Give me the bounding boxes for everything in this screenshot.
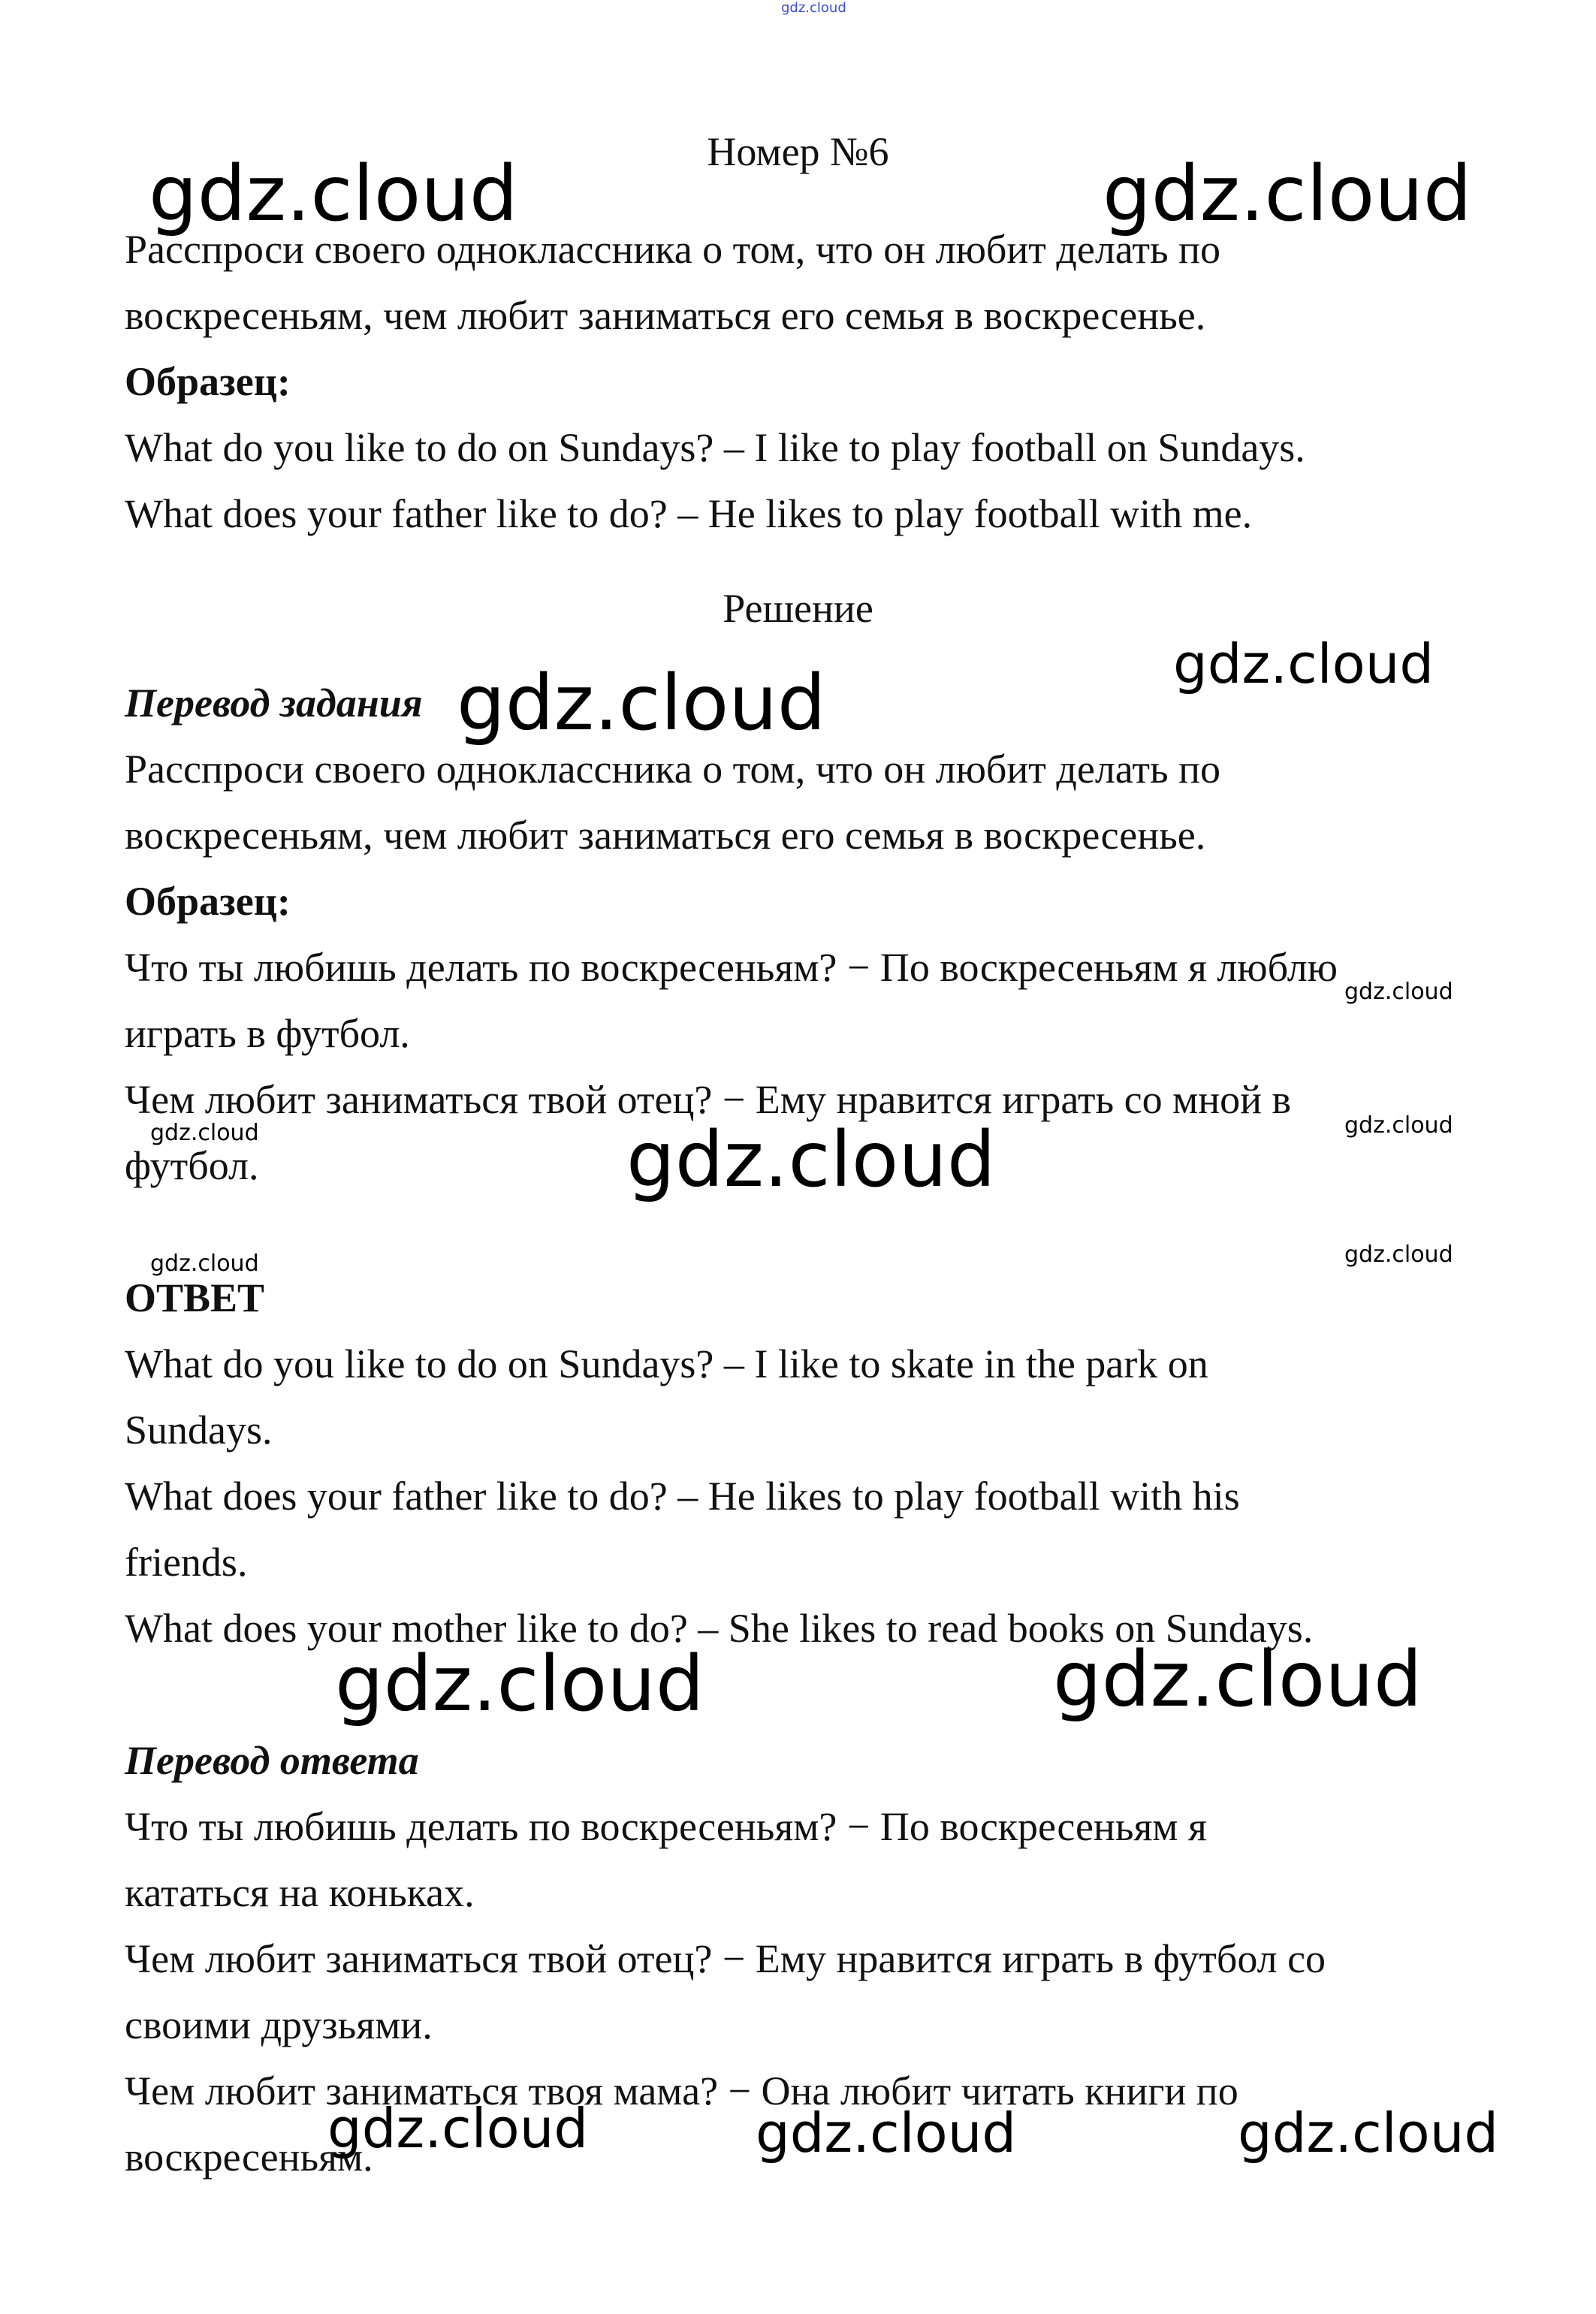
answer-label: ОТВЕТ [125, 1275, 265, 1320]
watermark: gdz.cloud [1344, 1112, 1453, 1139]
task-translation-sample-line-2: играть в футбол. [125, 1011, 410, 1056]
watermark: gdz.cloud [1344, 979, 1453, 1005]
answer-translation-line-6: воскресеньям. [125, 2134, 373, 2180]
answer-translation-line-5: Чем любит заниматься твоя мама? − Она любит читать книги по [125, 2068, 1238, 2113]
task-translation-sample-label: Образец: [125, 879, 291, 924]
watermark: gdz.cloud [1053, 1635, 1423, 1724]
answer-line-2: Sundays. [125, 1407, 273, 1453]
watermark: gdz.cloud [149, 149, 518, 239]
watermark: gdz.cloud [457, 659, 826, 748]
task-translation-sample-line-3: Чем любит заниматься твой отец? − Ему нравится играть со мной в [125, 1077, 1292, 1122]
answer-translation-label: Перевод ответа [125, 1738, 419, 1783]
answer-line-3: What does your father like to do? – He likes to play football with his [125, 1474, 1240, 1519]
answer-translation-line-4: своими друзьями. [125, 2002, 433, 2047]
watermark: gdz.cloud [626, 1115, 996, 1205]
watermark: gdz.cloud [335, 1640, 704, 1729]
watermark: gdz.cloud [1344, 1241, 1453, 1268]
answer-translation-line-3: Чем любит заниматься твой отец? − Ему нравится играть в футбол со [125, 1936, 1326, 1981]
watermark: gdz.cloud [756, 2101, 1017, 2165]
answer-translation-line-1: Что ты любишь делать по воскресеньям? − По воскресеньям я [125, 1804, 1207, 1849]
watermark: gdz.cloud [1103, 149, 1472, 239]
answer-line-1: What do you like to do on Sundays? – I like to skate in the park on [125, 1341, 1208, 1386]
answer-line-4: friends. [125, 1540, 248, 1585]
page-title: Номер №6 [707, 129, 889, 174]
task-sample-line-2: What does your father like to do? – He likes to play football with me. [125, 491, 1253, 536]
task-translation-line-2: воскресеньям, чем любит заниматься его семья в воскресенье. [125, 813, 1206, 858]
task-translation-label: Перевод задания [125, 680, 423, 726]
solution-heading: Решение [723, 586, 873, 631]
watermark: gdz.cloud [1238, 2101, 1499, 2165]
answer-translation-line-2: кататься на коньках. [125, 1870, 475, 1915]
watermark-top-tiny: gdz.cloud [781, 0, 846, 16]
task-translation-sample-line-4: футбол. [125, 1143, 259, 1188]
task-translation-line-1: Расспроси своего одноклассника о том, что он любит делать по [125, 747, 1220, 792]
watermark: gdz.cloud [327, 2097, 589, 2160]
watermark: gdz.cloud [1173, 632, 1435, 695]
task-sample-label: Образец: [125, 359, 291, 404]
watermark: gdz.cloud [150, 1120, 259, 1146]
task-line-2: воскресеньям, чем любит заниматься его семья в воскресенье. [125, 293, 1206, 338]
task-line-1: Расспроси своего одноклассника о том, что он любит делать по [125, 227, 1220, 272]
watermark: gdz.cloud [150, 1251, 259, 1277]
answer-line-5: What does your mother like to do? – She likes to read books on Sundays. [125, 1606, 1314, 1651]
task-sample-line-1: What do you like to do on Sundays? – I like to play football on Sundays. [125, 425, 1305, 470]
task-translation-sample-line-1: Что ты любишь делать по воскресеньям? − По воскресеньям я люблю [125, 945, 1338, 990]
